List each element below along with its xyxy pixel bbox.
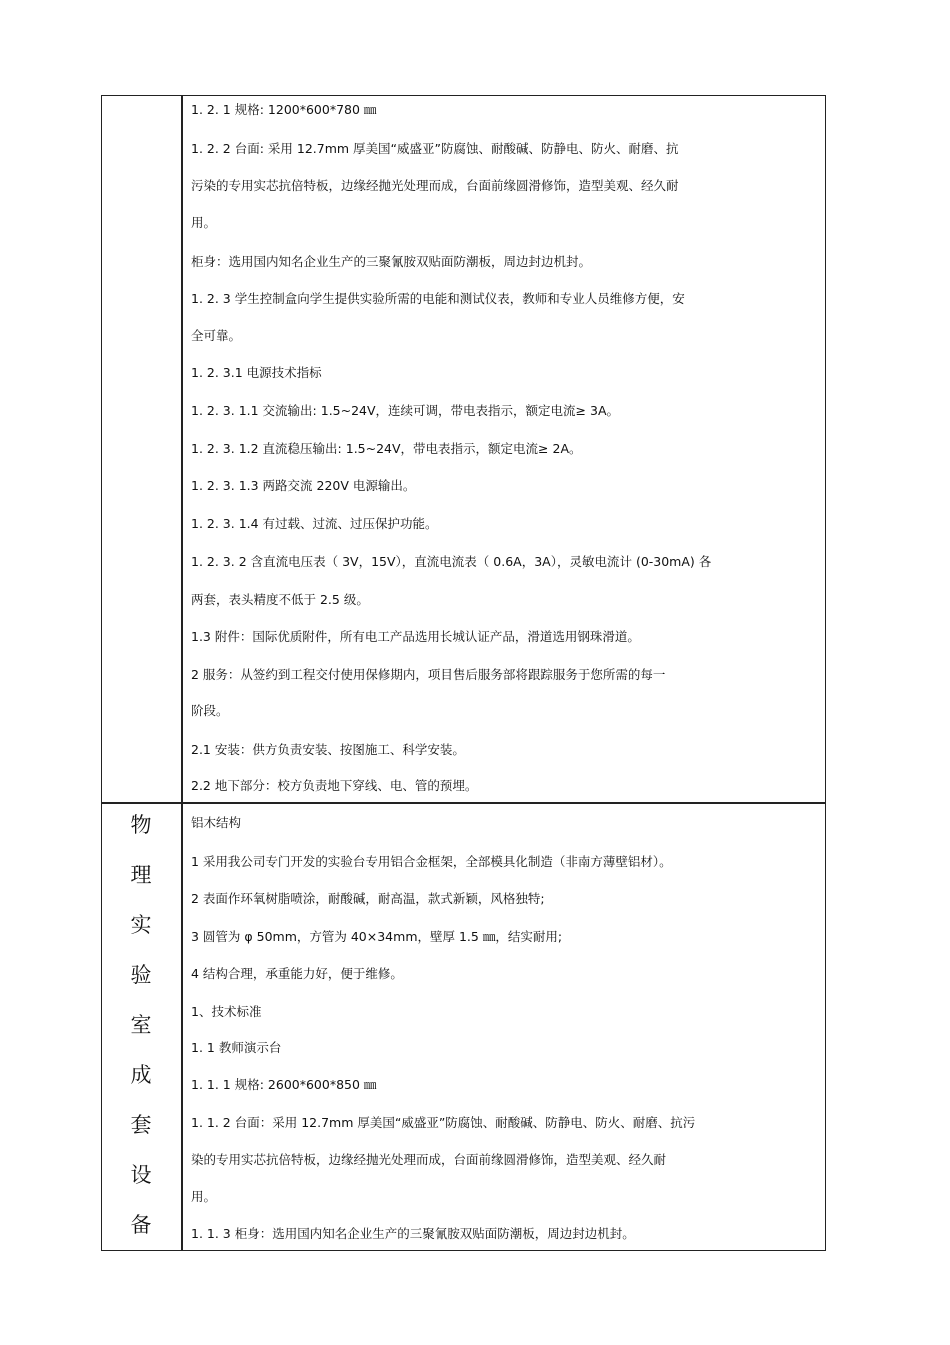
column-divider [181,95,183,1251]
category-char: 实 [130,913,152,937]
row-divider [101,802,826,804]
text-line: 1 采用我公司专门开发的实验台专用铝合金框架，全部模具化制造（非南方薄壁铝材）。 [191,854,672,869]
text-line: 4 结构合理，承重能力好，便于维修。 [191,966,403,981]
text-line: 1. 2. 3.1 电源技术指标 [191,365,322,380]
text-line: 1. 1 教师演示台 [191,1040,282,1055]
text-line: 两套，表头精度不低于 2.5 级。 [191,592,369,607]
category-char: 验 [130,963,152,987]
category-char: 套 [130,1113,152,1137]
category-char: 成 [130,1063,152,1087]
text-line: 全可靠。 [191,328,242,343]
text-line: 1. 2. 3. 1.1 交流输出: 1.5~24V，连续可调，带电表指示，额定电流≥ 3A。 [191,403,619,418]
text-line: 污染的专用实芯抗倍特板，边缘经抛光处理而成，台面前缘圆滑修饰，造型美观、经久耐 [191,178,679,193]
text-line: 1、技术标准 [191,1004,262,1019]
text-line: 1.3 附件：国际优质附件，所有电工产品选用长城认证产品，滑道选用钢珠滑道。 [191,629,640,644]
text-line: 1. 2. 3. 1.2 直流稳压输出: 1.5~24V，带电表指示，额定电流≥ 2A。 [191,441,582,456]
category-char: 备 [130,1213,152,1237]
text-line: 1. 2. 2 台面: 采用 12.7mm 厚美国“威盛亚”防腐蚀、耐酸碱、防静电、防火、耐磨、抗 [191,141,679,156]
text-line: 3 圆管为 φ 50mm，方管为 40×34mm，壁厚 1.5 ㎜，结实耐用; [191,929,563,944]
text-line: 染的专用实芯抗倍特板，边缘经抛光处理而成，台面前缘圆滑修饰，造型美观、经久耐 [191,1152,667,1167]
text-line: 1. 1. 3 柜身：选用国内知名企业生产的三聚氰胺双贴面防潮板，周边封边机封。 [191,1226,635,1241]
category-char: 物 [130,813,152,837]
text-line: 1. 2. 3 学生控制盒向学生提供实验所需的电能和测试仪表，教师和专业人员维修方便，安 [191,291,685,306]
text-line: 2 表面作环氧树脂喷涂，耐酸碱，耐高温，款式新颖，风格独特; [191,891,545,906]
category-char: 室 [130,1013,152,1037]
text-line: 1. 2. 1 规格: 1200*600*780 ㎜ [191,102,377,117]
category-char: 理 [130,863,152,887]
text-line: 柜身：选用国内知名企业生产的三聚氰胺双贴面防潮板，周边封边机封。 [191,254,592,269]
text-line: 2 服务：从签约到工程交付使用保修期内，项目售后服务部将跟踪服务于您所需的每一 [191,667,666,682]
text-line: 用。 [191,215,217,230]
text-line: 1. 2. 3. 1.4 有过载、过流、过压保护功能。 [191,516,438,531]
text-line: 1. 2. 3. 2 含直流电压表（ 3V，15V），直流电流表（ 0.6A，3A），灵敏电流计 (0-30mA) 各 [191,554,712,569]
text-line: 阶段。 [191,703,229,718]
category-char: 设 [130,1163,152,1187]
text-line: 1. 2. 3. 1.3 两路交流 220V 电源输出。 [191,478,416,493]
text-line: 1. 1. 2 台面：采用 12.7mm 厚美国“威盛亚”防腐蚀、耐酸碱、防静电、防火、耐磨、抗污 [191,1115,696,1130]
text-line: 2.2 地下部分：校方负责地下穿线、电、管的预埋。 [191,778,478,793]
text-line: 铝木结构 [191,815,242,830]
text-line: 1. 1. 1 规格: 2600*600*850 ㎜ [191,1077,377,1092]
text-line: 2.1 安装：供方负责安装、按图施工、科学安装。 [191,742,465,757]
text-line: 用。 [191,1189,217,1204]
